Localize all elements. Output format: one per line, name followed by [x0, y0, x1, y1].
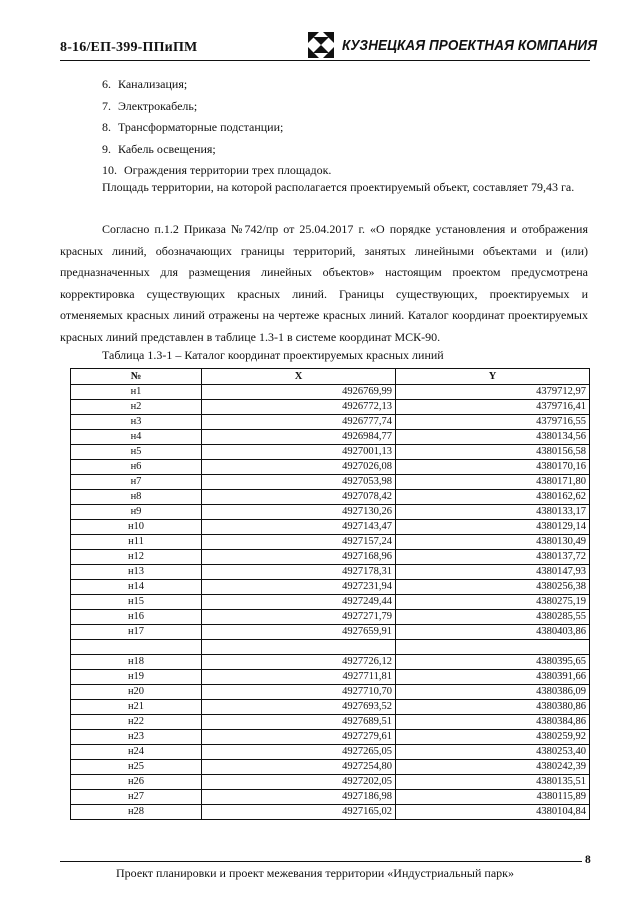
table-row [71, 700, 590, 715]
point-number-cell: н5 [71, 445, 202, 460]
x-coordinate-cell: 4927168,96 [202, 550, 396, 565]
table-row [71, 790, 590, 805]
table-row [71, 625, 590, 640]
table-row [71, 445, 590, 460]
point-number-cell: н19 [71, 670, 202, 685]
table-row [71, 595, 590, 610]
y-coordinate-cell: 4380380,86 [396, 700, 590, 715]
y-coordinate-cell: 4380386,09 [396, 685, 590, 700]
x-coordinate-cell: 4927130,26 [202, 505, 396, 520]
table-row [71, 490, 590, 505]
x-coordinate-cell: 4927186,98 [202, 790, 396, 805]
table-row [71, 385, 590, 400]
y-coordinate-cell: 4380135,51 [396, 775, 590, 790]
table-row [71, 655, 590, 670]
point-number-cell: н27 [71, 790, 202, 805]
point-number-cell: н10 [71, 520, 202, 535]
point-number-cell: н21 [71, 700, 202, 715]
x-coordinate-cell: 4927202,05 [202, 775, 396, 790]
x-coordinate-cell: 4927026,08 [202, 460, 396, 475]
table-row [71, 580, 590, 595]
list-item-text: Канализация; [118, 77, 188, 91]
table-row [71, 730, 590, 745]
table-row [71, 775, 590, 790]
x-coordinate-cell: 4927271,79 [202, 610, 396, 625]
point-number-cell: н9 [71, 505, 202, 520]
y-coordinate-cell: 4380162,62 [396, 490, 590, 505]
list-item-number: 6. [102, 77, 111, 91]
y-coordinate-cell: 4380275,19 [396, 595, 590, 610]
table-row [71, 805, 590, 820]
y-coordinate-cell: 4380256,38 [396, 580, 590, 595]
list-item-text: Кабель освещения; [118, 141, 216, 156]
header-y: Y [396, 369, 590, 385]
header-x: X [202, 369, 396, 385]
y-coordinate-cell: 4380242,39 [396, 760, 590, 775]
table-row [71, 640, 590, 655]
list-item-number: 7. [102, 98, 111, 113]
x-coordinate-cell: 4927001,13 [202, 445, 396, 460]
y-coordinate-cell [396, 640, 590, 655]
y-coordinate-cell: 4380147,93 [396, 565, 590, 580]
y-coordinate-cell: 4380156,58 [396, 445, 590, 460]
list-item-number: 10. [102, 163, 117, 177]
table-caption: Таблица 1.3-1 – Каталог координат проектируемых красных линий [102, 348, 444, 362]
x-coordinate-cell: 4926777,74 [202, 415, 396, 430]
page-number: 8 [585, 854, 591, 866]
document-code: 8-16/ЕП-399-ППиПМ [60, 40, 198, 55]
y-coordinate-cell: 4379712,97 [396, 385, 590, 400]
x-coordinate-cell: 4927693,52 [202, 700, 396, 715]
point-number-cell: н7 [71, 475, 202, 490]
table-row [71, 535, 590, 550]
footer-title: Проект планировки и проект межевания территории «Индустриальный парк» [116, 866, 514, 880]
table-row [71, 460, 590, 475]
x-coordinate-cell: 4927279,61 [202, 730, 396, 745]
point-number-cell: н15 [71, 595, 202, 610]
table-row [71, 565, 590, 580]
point-number-cell: н11 [71, 535, 202, 550]
y-coordinate-cell: 4380115,89 [396, 790, 590, 805]
table-row [71, 520, 590, 535]
elements-list [102, 74, 331, 182]
table-row [71, 760, 590, 775]
x-coordinate-cell [202, 640, 396, 655]
table-row [71, 550, 590, 565]
x-coordinate-cell: 4927254,80 [202, 760, 396, 775]
list-item [102, 117, 331, 139]
order-paragraph: Согласно п.1.2 Приказа №742/пр от 25.04.2017 г. «О порядке установления и отображения красных линий, обозначающих границы территорий, занятых линейными объектами и (или) предназначенных для размещения линейных объектов» настоящим проектом предусмотрена корректировка существующих красных линий. Границы существующих, проектируемых и отменяемых красных линий отражены на чертеже красных линий. Каталог координат проектируемых красных линий представлен в таблице 1.3-1 в системе координат МСК-90. [60, 222, 588, 344]
point-number-cell: н16 [71, 610, 202, 625]
table-row [71, 475, 590, 490]
y-coordinate-cell: 4380259,92 [396, 730, 590, 745]
header-divider [60, 60, 590, 61]
point-number-cell: н14 [71, 580, 202, 595]
list-item-text: Трансформаторные подстанции; [118, 120, 284, 134]
table-row [71, 610, 590, 625]
x-coordinate-cell: 4927249,44 [202, 595, 396, 610]
y-coordinate-cell: 4380253,40 [396, 745, 590, 760]
list-item [102, 74, 331, 96]
table-header-row [71, 369, 590, 385]
point-number-cell: н24 [71, 745, 202, 760]
point-number-cell: н17 [71, 625, 202, 640]
area-paragraph: Площадь территории, на которой располагается проектируемый объект, составляет 79,43 га. [102, 180, 575, 194]
y-coordinate-cell: 4380129,14 [396, 520, 590, 535]
x-coordinate-cell: 4926984,77 [202, 430, 396, 445]
table-row [71, 415, 590, 430]
y-coordinate-cell: 4380285,55 [396, 610, 590, 625]
y-coordinate-cell: 4380384,86 [396, 715, 590, 730]
y-coordinate-cell: 4380391,66 [396, 670, 590, 685]
coordinates-table [70, 368, 590, 820]
list-item-text: Ограждения территории трех площадок. [124, 163, 332, 177]
point-number-cell: н13 [71, 565, 202, 580]
x-coordinate-cell: 4927711,81 [202, 670, 396, 685]
x-coordinate-cell: 4927689,51 [202, 715, 396, 730]
point-number-cell: н1 [71, 385, 202, 400]
list-item [102, 96, 331, 118]
point-number-cell: н8 [71, 490, 202, 505]
header-number: № [71, 369, 202, 385]
y-coordinate-cell: 4380171,80 [396, 475, 590, 490]
y-coordinate-cell: 4380104,84 [396, 805, 590, 820]
y-coordinate-cell: 4379716,55 [396, 415, 590, 430]
x-coordinate-cell: 4926772,13 [202, 400, 396, 415]
table-row [71, 670, 590, 685]
x-coordinate-cell: 4927157,24 [202, 535, 396, 550]
list-item-text: Электрокабель; [118, 98, 198, 113]
x-coordinate-cell: 4927231,94 [202, 580, 396, 595]
x-coordinate-cell: 4926769,99 [202, 385, 396, 400]
point-number-cell: н12 [71, 550, 202, 565]
point-number-cell: н22 [71, 715, 202, 730]
y-coordinate-cell: 4380395,65 [396, 655, 590, 670]
x-coordinate-cell: 4927710,70 [202, 685, 396, 700]
list-item-number: 8. [102, 120, 111, 134]
point-number-cell [71, 640, 202, 655]
x-coordinate-cell: 4927078,42 [202, 490, 396, 505]
table-row [71, 400, 590, 415]
point-number-cell: н28 [71, 805, 202, 820]
y-coordinate-cell: 4380133,17 [396, 505, 590, 520]
point-number-cell: н20 [71, 685, 202, 700]
y-coordinate-cell: 4380134,56 [396, 430, 590, 445]
point-number-cell: н3 [71, 415, 202, 430]
company-logo-icon [308, 32, 334, 58]
y-coordinate-cell: 4380130,49 [396, 535, 590, 550]
page-header [60, 28, 598, 60]
y-coordinate-cell: 4380137,72 [396, 550, 590, 565]
company-name: КУЗНЕЦКАЯ ПРОЕКТНАЯ КОМПАНИЯ [342, 38, 598, 54]
list-item-number: 9. [102, 141, 111, 156]
table-row [71, 430, 590, 445]
x-coordinate-cell: 4927659,91 [202, 625, 396, 640]
point-number-cell: н4 [71, 430, 202, 445]
footer-divider [60, 861, 582, 862]
point-number-cell: н2 [71, 400, 202, 415]
y-coordinate-cell: 4380403,86 [396, 625, 590, 640]
x-coordinate-cell: 4927165,02 [202, 805, 396, 820]
table-row [71, 505, 590, 520]
x-coordinate-cell: 4927178,31 [202, 565, 396, 580]
point-number-cell: н23 [71, 730, 202, 745]
point-number-cell: н6 [71, 460, 202, 475]
x-coordinate-cell: 4927265,05 [202, 745, 396, 760]
table-row [71, 685, 590, 700]
point-number-cell: н25 [71, 760, 202, 775]
table-row [71, 745, 590, 760]
x-coordinate-cell: 4927143,47 [202, 520, 396, 535]
x-coordinate-cell: 4927726,12 [202, 655, 396, 670]
table-row [71, 715, 590, 730]
y-coordinate-cell: 4379716,41 [396, 400, 590, 415]
point-number-cell: н26 [71, 775, 202, 790]
y-coordinate-cell: 4380170,16 [396, 460, 590, 475]
x-coordinate-cell: 4927053,98 [202, 475, 396, 490]
list-item [102, 139, 331, 161]
point-number-cell: н18 [71, 655, 202, 670]
